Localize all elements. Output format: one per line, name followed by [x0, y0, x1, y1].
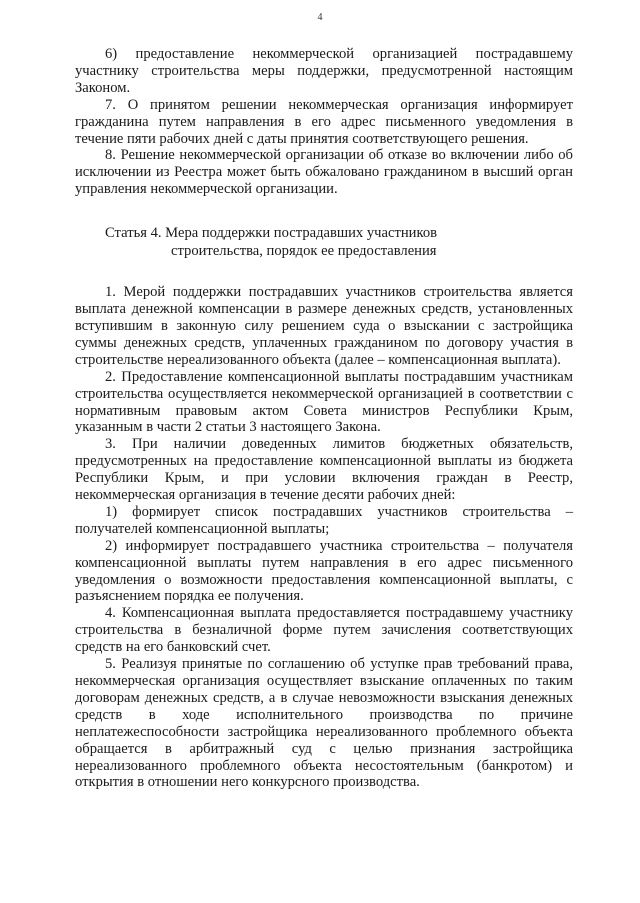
article-paragraph-4: 4. Компенсационная выплата предоставляется пострадавшему участнику строительства в безналичной форме путем зачисления соответствующих средств на его банковский счет. [75, 605, 573, 656]
article-title [75, 224, 573, 260]
article-paragraph-1: 1. Мерой поддержки пострадавших участников строительства является выплата денежной компенсации в размере денежных средств, установленных вступившим в законную силу решением суда о взыскании с застройщика суммы денежных средств, уплаченных гражданином по договору участия в строительстве нереализованного объекта (далее – компенсационная выплата). [75, 284, 573, 368]
article-paragraph-3-item-2: 2) информирует пострадавшего участника строительства – получателя компенсационной выплаты путем направления в его адрес письменного уведомления о возможности предоставления компенсационной выплаты, с разъяснением порядка ее получения. [75, 537, 573, 605]
page-number: 4 [317, 12, 323, 23]
article-paragraph-3: 3. При наличии доведенных лимитов бюджетных обязательств, предусмотренных на предоставление компенсационной выплаты из бюджета Республики Крым, и при условии включения граждан в Реестр, некоммерческая организация в течение десяти рабочих дней: [75, 436, 573, 504]
article-paragraph-5: 5. Реализуя принятые по соглашению об уступке прав требований права, некоммерческая организация осуществляет взыскание оплаченных по таким договорам денежных средств, а в случае невозможности взыскания денежных средств в ходе исполнительного производства по причине неплатежеспособности застройщика нереализованного проблемного объекта обращается в арбитражный суд с целью признания застройщика нереализованного проблемного объекта несостоятельным (банкротом) и открытия в отношении него конкурсного производства. [75, 656, 573, 791]
article-paragraph-2: 2. Предоставление компенсационной выплаты пострадавшим участникам строительства осуществляется некоммерческой организацией в соответствии с нормативным правовым актом Совета министров Республики Крым, указанным в части 2 статьи 3 настоящего Закона. [75, 368, 573, 436]
article-title-line-1: Статья 4. Мера поддержки пострадавших участников [105, 225, 438, 242]
document-body [75, 46, 573, 791]
article-title-line-2: строительства, порядок ее предоставления [171, 243, 437, 260]
paragraph-point-8: 8. Решение некоммерческой организации об отказе во включении либо об исключении из Реестра может быть обжаловано гражданином в высший орган управления некоммерческой организации. [75, 147, 573, 198]
article-paragraph-3-item-1: 1) формирует список пострадавших участников строительства – получателей компенсационной выплаты; [75, 503, 573, 537]
paragraph-item-6: 6) предоставление некоммерческой организацией пострадавшему участнику строительства меры поддержки, предусмотренной настоящим Законом. [75, 46, 573, 96]
paragraph-point-7: 7. О принятом решении некоммерческая организация информирует гражданина путем направления в его адрес письменного уведомления в течение пяти рабочих дней с даты принятия соответствующего решения. [75, 96, 573, 147]
